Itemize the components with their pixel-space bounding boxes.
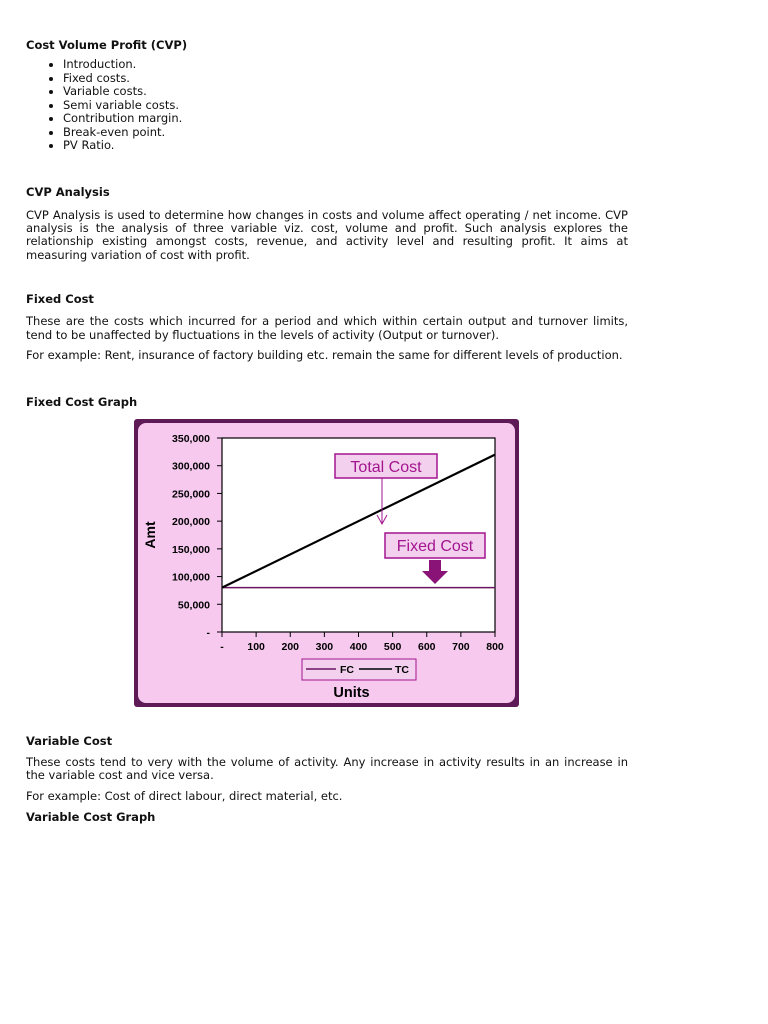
legend-label-fc: FC <box>340 664 354 676</box>
y-tick-label: 150,000 <box>172 543 210 556</box>
variable-cost-graph-heading: Variable Cost Graph <box>26 810 156 825</box>
x-tick-label: 800 <box>486 641 504 653</box>
fixed-cost-annotation-label: Fixed Cost <box>396 538 474 555</box>
x-tick-label: 300 <box>315 641 334 653</box>
y-tick-label: 100,000 <box>172 571 210 584</box>
cvp-heading: CVP Analysis <box>26 184 110 199</box>
list-item: • Introduction. <box>63 58 628 72</box>
y-tick-label: 250,000 <box>172 488 210 501</box>
x-axis-label: Units <box>333 685 370 701</box>
x-tick-label: - <box>220 641 224 653</box>
list-item: • Variable costs. <box>63 85 628 99</box>
x-tick-label: 400 <box>349 641 368 653</box>
x-tick-label: 200 <box>281 641 300 653</box>
variable-cost-heading: Variable Cost <box>26 734 113 748</box>
fixed-cost-example: For example: Rent, insurance of factory building etc. remain the same for different levels of production. <box>26 347 623 362</box>
y-tick-label: 300,000 <box>172 460 210 473</box>
fixed-cost-graph-heading: Fixed Cost Graph <box>26 395 138 410</box>
fixed-cost-paragraph: These are the costs which incurred for a period and which within certain output and turnover limits, tend to be unaffected by fluctuations in the levels of activity (Output or turnover). <box>26 314 628 342</box>
list-item: • Fixed costs. <box>63 72 628 86</box>
document-page-bottom <box>26 734 628 824</box>
chart-svg <box>134 419 519 707</box>
cvp-paragraph: CVP Analysis is used to determine how changes in costs and volume affect operating / net income. CVP analysis is the analysis of three variable viz. cost, volume and profit. Such analysis explores the relationship existing amongst costs, revenue, and activity level and resulting profit. It aims at measuring variation of cost with profit. <box>26 207 628 262</box>
document-page <box>26 38 628 409</box>
x-tick-label: 700 <box>452 641 470 653</box>
list-item: • Semi variable costs. <box>63 99 628 113</box>
y-tick-label: 50,000 <box>177 599 210 612</box>
variable-cost-paragraph: These costs tend to very with the volume of activity. Any increase in activity results in an increase in the variable cost and vice versa. <box>26 755 628 783</box>
y-axis-label: Amt <box>142 521 158 549</box>
intro-heading: Cost Volume Profit (CVP) <box>26 38 188 52</box>
fixed-cost-heading: Fixed Cost <box>26 292 94 307</box>
list-item: • Break-even point. <box>63 126 628 140</box>
y-tick-label: - <box>206 627 210 639</box>
intro-list <box>26 58 628 153</box>
x-tick-label: 100 <box>247 641 265 653</box>
x-tick-label: 500 <box>383 641 402 653</box>
variable-cost-example: For example: Cost of direct labour, direct material, etc. <box>26 788 343 803</box>
list-item: • PV Ratio. <box>63 139 628 153</box>
x-tick-label: 600 <box>417 641 436 653</box>
list-item: • Contribution margin. <box>63 112 628 126</box>
fixed-cost-arrow-shaft <box>429 560 441 572</box>
total-cost-annotation-label: Total Cost <box>350 459 422 476</box>
y-tick-label: 350,000 <box>172 433 210 445</box>
fixed-cost-chart <box>134 419 519 707</box>
y-tick-label: 200,000 <box>172 516 210 529</box>
legend-label-tc: TC <box>395 664 409 676</box>
